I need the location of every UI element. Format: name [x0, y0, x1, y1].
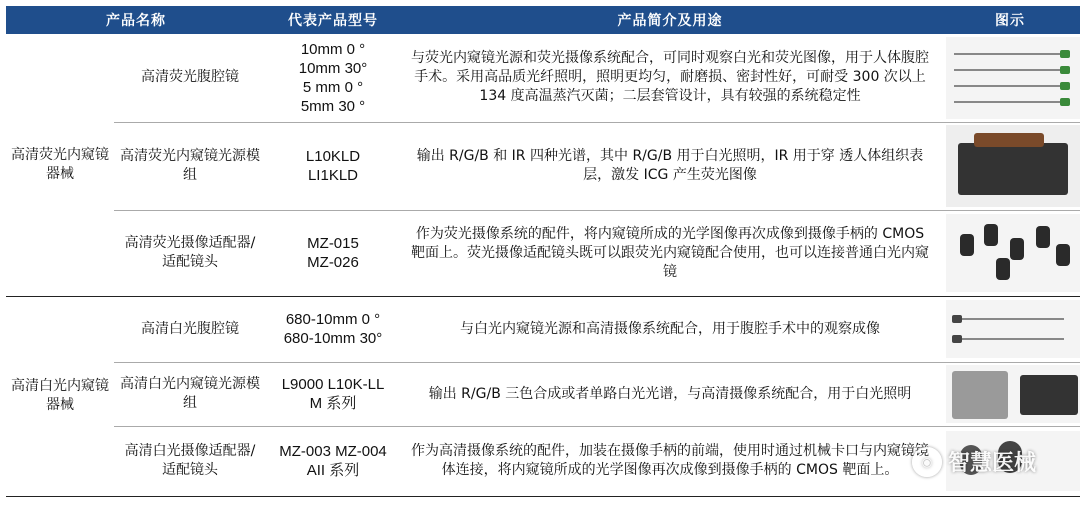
product-description: 作为高清摄像系统的配件，加装在摄像手柄的前端，使用时通过机械卡口与内窥镜镜体连接，将内窥镜所成的光学图像再次成像到摄像手柄的 CMOS 靶面上。 [400, 426, 940, 496]
product-table [6, 6, 1080, 497]
model-line: MZ-003 MZ-004 [279, 443, 387, 460]
model-line: L9000 L10K-LL [281, 376, 385, 393]
table-row [6, 34, 1080, 122]
table-row [6, 210, 1080, 296]
product-description: 与白光内窥镜光源和高清摄像系统配合，用于腹腔手术中的观察成像 [400, 296, 940, 362]
table-row [6, 122, 1080, 210]
table-row [6, 296, 1080, 362]
category-cell: 高清白光内窥镜器械 [6, 296, 114, 496]
header-description: 产品简介及用途 [400, 6, 940, 34]
model-line: 10mm 0 ° [300, 40, 366, 58]
category-cell: 高清荧光内窥镜器械 [6, 34, 114, 296]
light-source-module-photo [946, 125, 1080, 207]
product-models [266, 122, 400, 210]
model-line: 680-10mm 30° [283, 330, 383, 347]
white-light-source-photo [946, 365, 1080, 423]
adapter-lens-photo [946, 214, 1080, 292]
product-name: 高清荧光摄像适配器/ 适配镜头 [114, 210, 266, 296]
model-line: MZ-015 [307, 235, 359, 252]
model-line: 10mm 30° [298, 59, 368, 77]
product-models [266, 362, 400, 426]
product-name: 高清白光内窥镜光源模组 [114, 362, 266, 426]
model-line: 680-10mm 0 ° [285, 311, 381, 328]
wechat-icon: ◉ [912, 447, 942, 477]
product-description: 与荧光内窥镜光源和荧光摄像系统配合，可同时观察白光和荧光图像，用于人体腹腔手术。采用高品质光纤照明，照明更均匀，耐磨损、密封性好，可耐受 300 次以上 134 度高温蒸汽灭菌；二层套管设计，具有较强的系统稳定性 [400, 34, 940, 122]
model-line: LI1KLD [307, 167, 359, 184]
product-models [266, 34, 400, 122]
model-line: L10KLD [305, 148, 361, 165]
header-product-name: 产品名称 [6, 6, 266, 34]
product-description: 输出 R/G/B 和 IR 四种光谱，其中 R/G/B 用于白光照明，IR 用于穿 透人体组织表层，激发 ICG 产生荧光图像 [400, 122, 940, 210]
header-model: 代表产品型号 [266, 6, 400, 34]
product-name: 高清荧光腹腔镜 [114, 34, 266, 122]
model-line: 5 mm 0 ° [302, 78, 364, 96]
model-line: AII 系列 [306, 462, 360, 479]
table-row [6, 362, 1080, 426]
product-name: 高清荧光内窥镜光源模组 [114, 122, 266, 210]
laparoscope-photo [946, 37, 1080, 119]
product-description: 作为荧光摄像系统的配件，将内窥镜所成的光学图像再次成像到摄像手柄的 CMOS 靶面上。荧光摄像适配镜头既可以跟荧光内窥镜配合使用，也可以连接普通白光内窥镜 [400, 210, 940, 296]
model-line: M 系列 [309, 395, 357, 412]
product-models [266, 210, 400, 296]
product-name: 高清白光腹腔镜 [114, 296, 266, 362]
header-image: 图示 [940, 6, 1080, 34]
table-header [6, 6, 1080, 34]
white-laparoscope-photo [946, 300, 1080, 358]
model-line: 5mm 30 ° [300, 97, 366, 115]
watermark-text: 智慧医械 [948, 451, 1037, 476]
product-description: 输出 R/G/B 三色合成或者单路白光光谱，与高清摄像系统配合，用于白光照明 [400, 362, 940, 426]
product-models [266, 426, 400, 496]
watermark [912, 446, 1036, 477]
model-line: MZ-026 [307, 254, 359, 271]
product-models [266, 296, 400, 362]
product-name: 高清白光摄像适配器/ 适配镜头 [114, 426, 266, 496]
